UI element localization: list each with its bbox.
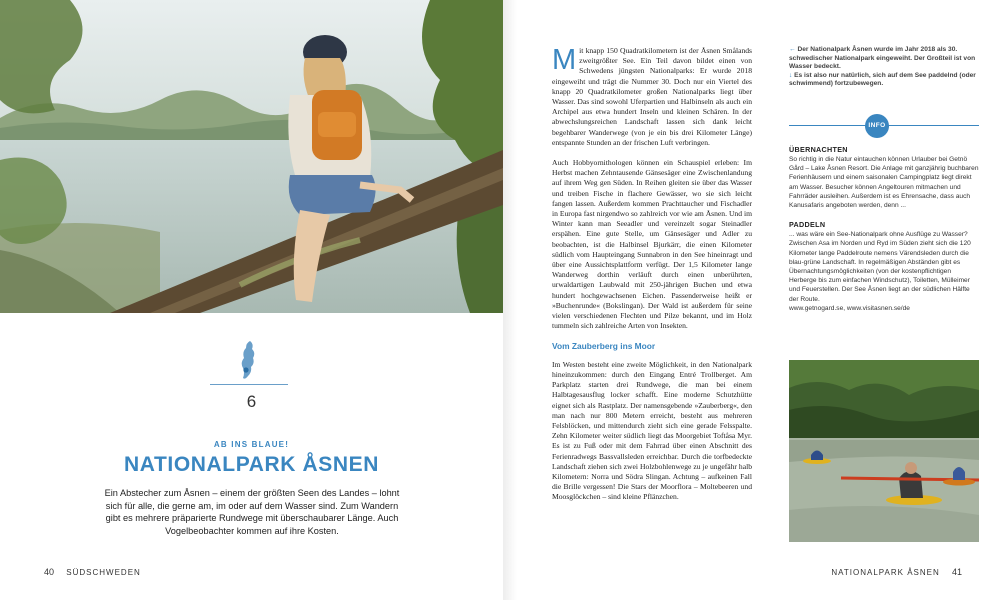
info-heading-paddle: PADDELN bbox=[789, 220, 826, 230]
chapter-divider bbox=[210, 384, 288, 385]
arrow-left-icon: ← bbox=[789, 46, 796, 53]
kayak-photo bbox=[789, 360, 979, 542]
hero-photo-illustration bbox=[0, 0, 503, 313]
kicker: AB INS BLAUE! bbox=[213, 440, 290, 449]
article-paragraph-1 bbox=[552, 46, 752, 148]
photo-caption-note bbox=[789, 46, 979, 89]
caption-text-2: Es ist also nur natürlich, sich auf dem See paddelnd (oder schwimmend) fortzubewegen. bbox=[789, 71, 976, 88]
article-paragraph-2: Auch Hobbyornithologen können ein Schauspiel erleben: Im Herbst machen Zehntausende Gänsesäger eine Zwischenlandung auf ihrem Weg gen Süden. In Reihen gleiten sie über das Wasser und treiben Fische in flachere Gewässer, wo sie sich leicht fangen lassen. Außerdem kommen Prachttaucher und Fischadler in Europa fast nirgendwo so zahlreich vor wie am Åsnen. Und im Winter kann man Seeadler und vereinzelt sogar Steinadler erspähen. Eine gute Stelle, um Gänsesäger und Adler zu beobachten, ist die Halbinsel Bjurkärr, die einen Kilometer südlich vom Haupteingang Sunnabron in den See hineinragt und über eine Aussichtsplattform verfügt. Der 1,5 Kilometer lange Wanderweg dorthin verläuft durch einen unberührten, urwaldartigen Laubwald mit 250-jährigen Buchen und etwa hundert hochgewachsenen Eichen. Passenderweise heißt er »Buchenrunde« (Bokslingan). Der Wald ist außerdem für seine vielen verschiedenen Flechten und Pilze bekannt, und im Holz tummeln sich zahlreiche Arten von Insekten. bbox=[552, 158, 752, 331]
info-heading-overnight: ÜBERNACHTEN bbox=[789, 144, 848, 154]
article-subheading: Vom Zauberberg ins Moor bbox=[552, 341, 656, 352]
folio-left bbox=[44, 567, 141, 577]
caption-line-1 bbox=[789, 46, 979, 72]
folio-right bbox=[831, 567, 962, 577]
drop-cap: M bbox=[552, 44, 577, 76]
info-box bbox=[789, 111, 979, 313]
running-head-right: NATIONALPARK ÅSNEN bbox=[831, 568, 940, 577]
page-number-right: 41 bbox=[951, 567, 962, 577]
running-head-left: SÜDSCHWEDEN bbox=[66, 568, 141, 577]
hero-photo-woman-on-tree bbox=[0, 0, 503, 313]
gutter-shadow bbox=[503, 0, 517, 600]
caption-line-2 bbox=[789, 72, 979, 89]
chapter-number: 6 bbox=[246, 392, 257, 411]
arrow-down-icon: ↓ bbox=[789, 71, 793, 79]
page-number-left: 40 bbox=[44, 567, 55, 577]
info-text-paddle bbox=[789, 230, 979, 313]
paddle-text: ... was wäre ein See-Nationalpark ohne Ausflüge zu Wasser? Zwischen Asa im Norden und Ryd im Süden zieht sich die 120 Kilometer lange Paddelroute nemens Värendsleden durch die blau-grüne Landschaft. In regelmäßigen Abständen gibt es Übernachtungsmöglichkeiten (von der kostenpflichtigen Herberge bis zum einfachen Windschutz), Toiletten, Mülleimer und Feuerstellen. Der See Åsnen liegt an der südlichen Hälfte der Route. bbox=[789, 231, 971, 303]
sweden-map-icon bbox=[236, 340, 260, 382]
info-content bbox=[789, 111, 979, 313]
article-paragraph-1-text: it knapp 150 Quadratkilometern ist der Åsnen Smålands zweitgrößter See. Ein Teil davon bildet einen von Schwedens jüngsten Nationalparks: Er wurde 2018 eingeweiht und trägt die Nummer 30. Doch nur ein Viertel des knapp 20 Quadratkilometer großen Nationalparks liegt über Wasser. Das sind sowohl Uferpartien und Halbinseln als auch ein Archipel aus etwa hundert Inseln und kleinen Schären. In der abwechslungsreichen Landschaft lassen sich dank leicht begehbarer Wanderwege (von je ein bis drei Kilometer Länge) entspannte Stunden an der frischen Luft verbringen. bbox=[552, 46, 752, 147]
sidebar bbox=[789, 46, 979, 323]
intro-text: Ein Abstecher zum Åsnen – einem der größten Seen des Landes – lohnt sich für alle, die gerne am, im oder auf dem Wasser sind. Zum Wandern gibt es mehrere präparierte Rundwege mit überschaubarer Länge. Auch Vogelbeobachter kommen auf ihre Kosten. bbox=[104, 488, 400, 536]
info-text-overnight: So richtig in die Natur eintauchen können Urlauber bei Getnö Gård – Lake Åsnen Resort. Die Anlage mit ganzjährig buchbaren Ferienhäusern und einem saisonalen Campingplatz liegt direkt am Wasser. Besucher können Angeltouren mitmachen und Fahrräder ausleihen. Außerdem ist es Ehrensache, dass auch Kanusafaris angeboten werden, denn ... bbox=[789, 155, 979, 209]
caption-text-1: Der Nationalpark Åsnen wurde im Jahr 2018 als 30. schwedischer Nationalpark eingeweiht. Der Großteil ist von Wasser bedeckt. bbox=[789, 46, 976, 71]
info-badge: INFO bbox=[865, 114, 889, 138]
info-links[interactable]: www.getnogard.se, www.visitasnen.se/de bbox=[789, 304, 910, 312]
page-title: NATIONALPARK ÅSNEN bbox=[123, 453, 380, 476]
article-paragraph-3: Im Westen besteht eine zweite Möglichkeit, in den Nationalpark hineinzukommen: durch den Eingang Entré Trollberget. Am Parkplatz starten drei Rundwege, die man bei einem Halbtagesausflug locker schafft. Eine moderne Schutzhütte eignet sich als Rastplatz. Der namensgebende »Zauberberg«, den man nach nur 800 Metern erreicht, besteht aus mehreren Felsblöcken, und mittendurch zieht sich eine gerade Felsspalte. Zehn Kilometer weiter südlich liegt das Moorgebiet Toftåsa Myr. Es ist zu Fuß oder mit dem Fahrrad über einen Abschnitt des Ferienradwegs Bassvallsleden erreichbar. Durch die torfbedeckte Landschaft ziehen sich zwei Holzbohlenwege zu je ungefähr halb Kilometern: Norra und Södra Slingan. Achtung – aufkeinen Fall die Brille vergessen! Die Stars der Moorflora – Moltebeeren und Moosglöckchen – sind kleine Pflänzchen. bbox=[552, 359, 752, 502]
article-body bbox=[552, 46, 752, 503]
kayak-photo-illustration bbox=[789, 360, 979, 542]
